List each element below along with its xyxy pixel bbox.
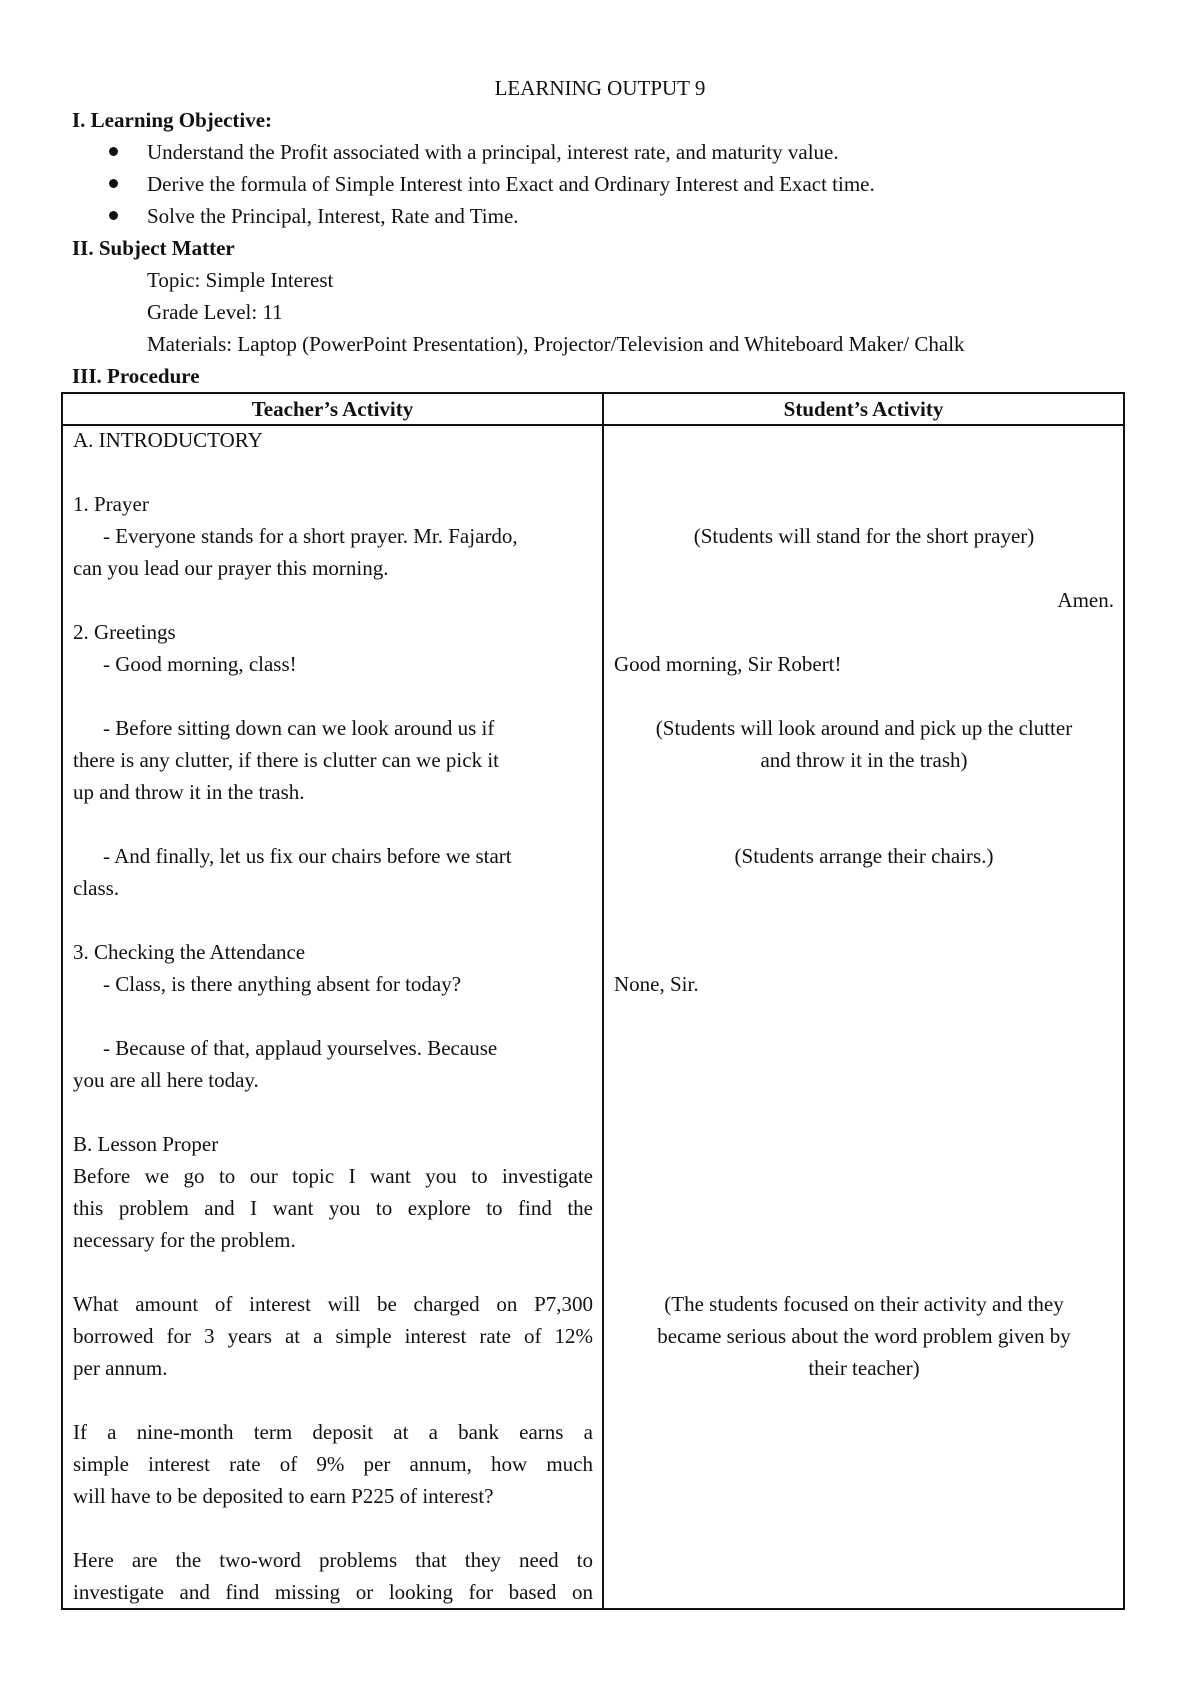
prayer-response: (Students will stand for the short prayer) (693, 524, 1035, 548)
chairs-text: class. (73, 876, 120, 900)
applaud-text: - Because of that, applaud yourselves. Because (103, 1036, 498, 1060)
greeting-response: Good morning, Sir Robert! (614, 652, 842, 676)
objective-item: Solve the Principal, Interest, Rate and Time. (72, 200, 875, 232)
grade-line: Grade Level: 11 (147, 300, 283, 324)
amen-response: Amen. (1057, 588, 1114, 612)
chairs-response: (Students arrange their chairs.) (734, 844, 994, 868)
two-word-text: investigate and find missing or looking for based on (73, 1580, 593, 1604)
problem-two-text: If a nine-month term deposit at a bank earns a (73, 1420, 593, 1444)
clutter-text: there is any clutter, if there is clutter can we pick it (73, 748, 499, 772)
bullet-icon (109, 211, 118, 220)
objective-item: Understand the Profit associated with a principal, interest rate, and maturity value. (72, 136, 875, 168)
focus-response: (The students focused on their activity and they (664, 1292, 1064, 1316)
prayer-label: 1. Prayer (73, 492, 149, 516)
lesson-text: necessary for the problem. (73, 1228, 296, 1252)
lesson-text: this problem and I want you to explore to find the (73, 1196, 593, 1220)
clutter-text: - Before sitting down can we look around us if (103, 716, 495, 740)
applaud-text: you are all here today. (73, 1068, 259, 1092)
clutter-response: and throw it in the trash) (760, 748, 968, 772)
objectives-list (72, 136, 875, 232)
column-divider (602, 394, 604, 1608)
learning-objective-heading: I. Learning Objective: (72, 108, 273, 132)
problem-two-text: simple interest rate of 9% per annum, how much (73, 1452, 593, 1476)
materials-line: Materials: Laptop (PowerPoint Presentation), Projector/Television and Whiteboard Maker/ Chalk (147, 332, 965, 356)
focus-response: became serious about the word problem given by (657, 1324, 1071, 1348)
problem-one-text: per annum. (73, 1356, 168, 1380)
clutter-text: up and throw it in the trash. (73, 780, 305, 804)
prayer-text: can you lead our prayer this morning. (73, 556, 389, 580)
greetings-label: 2. Greetings (73, 620, 176, 644)
lesson-text: Before we go to our topic I want you to investigate (73, 1164, 593, 1188)
bullet-icon (109, 179, 118, 188)
procedure-heading: III. Procedure (72, 364, 200, 388)
teacher-activity-header: Teacher’s Activity (251, 397, 414, 421)
problem-two-text: will have to be deposited to earn P225 of interest? (73, 1484, 494, 1508)
topic-line: Topic: Simple Interest (147, 268, 334, 292)
absent-response: None, Sir. (614, 972, 699, 996)
greeting-text: - Good morning, class! (103, 652, 297, 676)
lesson-proper-label: B. Lesson Proper (73, 1132, 219, 1156)
document-title: LEARNING OUTPUT 9 (494, 76, 706, 100)
bullet-icon (109, 147, 118, 156)
procedure-table (61, 392, 1125, 1610)
introductory-label: A. INTRODUCTORY (73, 428, 263, 452)
attendance-label: 3. Checking the Attendance (73, 940, 306, 964)
problem-one-text: borrowed for 3 years at a simple interest rate of 12% (73, 1324, 593, 1348)
focus-response: their teacher) (808, 1356, 920, 1380)
chairs-text: - And finally, let us fix our chairs before we start (103, 844, 512, 868)
subject-matter-details (147, 264, 965, 360)
problem-one-text: What amount of interest will be charged on P7,300 (73, 1292, 593, 1316)
two-word-text: Here are the two-word problems that they need to (73, 1548, 593, 1572)
clutter-response: (Students will look around and pick up the clutter (655, 716, 1073, 740)
absent-question: - Class, is there anything absent for today? (103, 972, 462, 996)
student-activity-header: Student’s Activity (783, 397, 944, 421)
objective-item: Derive the formula of Simple Interest into Exact and Ordinary Interest and Exact time. (72, 168, 875, 200)
prayer-text: - Everyone stands for a short prayer. Mr. Fajardo, (103, 524, 518, 548)
subject-matter-heading: II. Subject Matter (72, 236, 235, 260)
